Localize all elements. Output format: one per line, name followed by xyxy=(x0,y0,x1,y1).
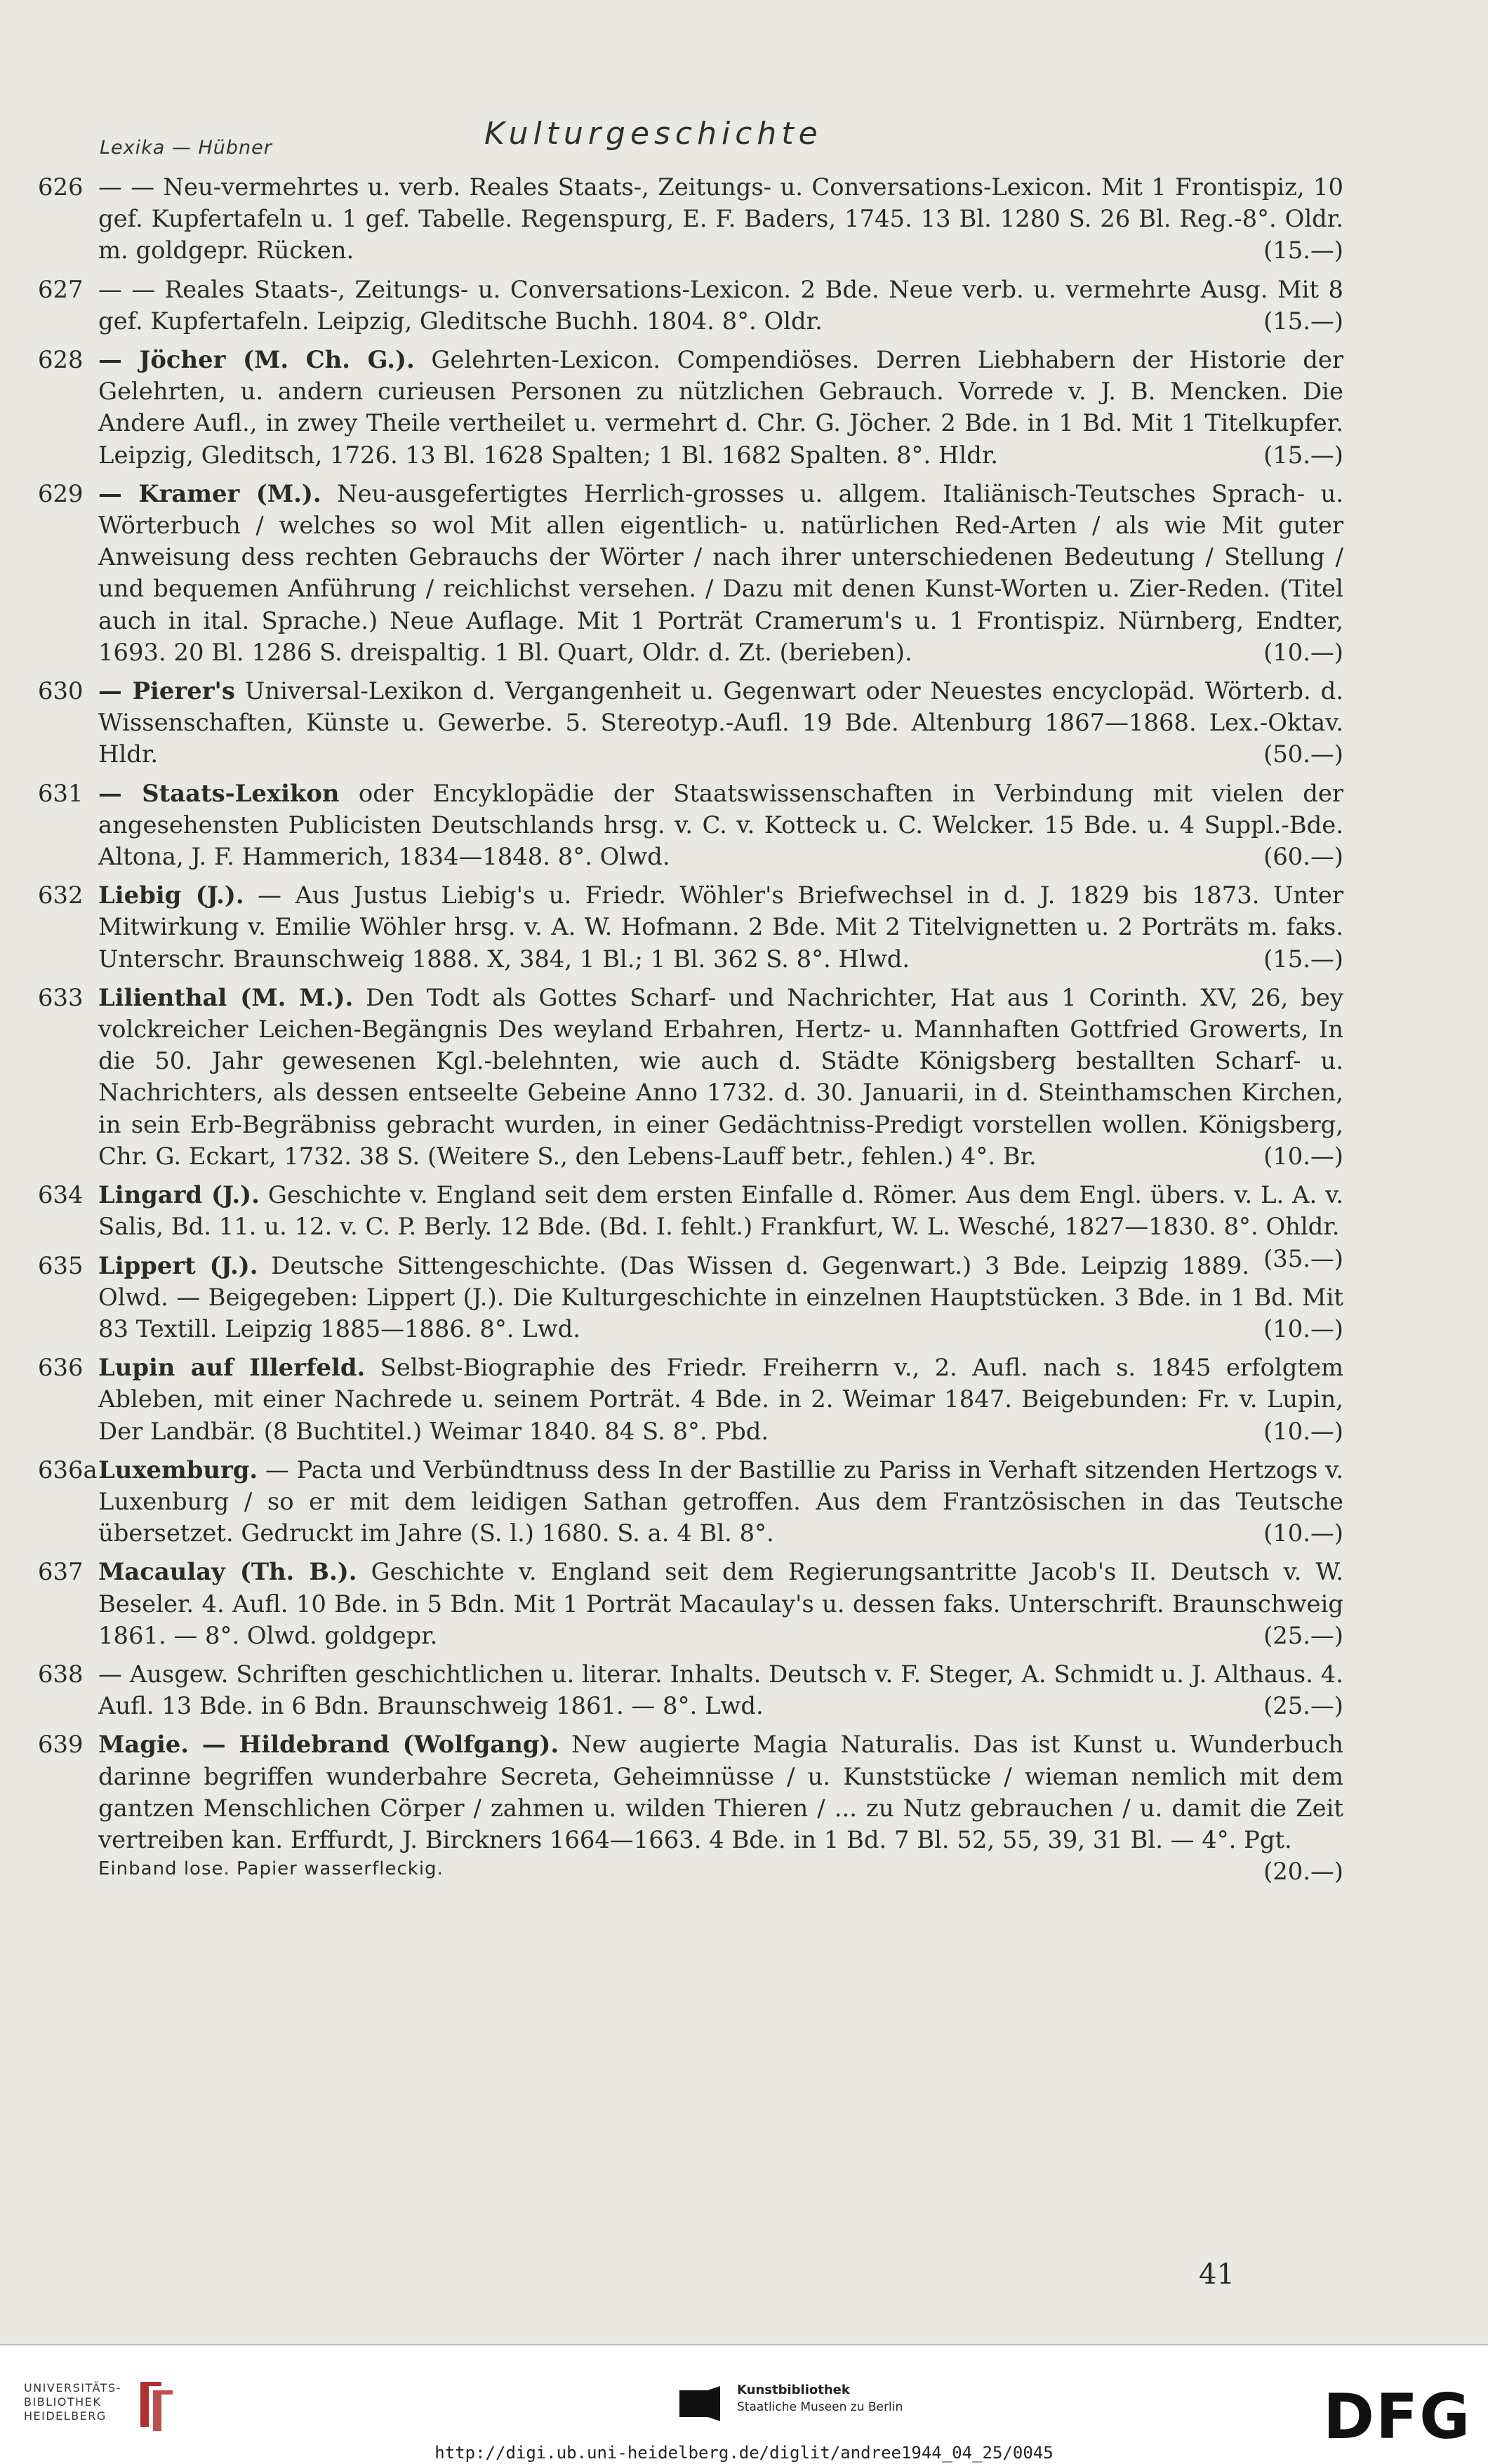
entry-price: (15.—) xyxy=(1263,441,1343,469)
entry-author: — Staats-Lexikon xyxy=(98,778,340,807)
entry-price: (15.—) xyxy=(1263,945,1343,973)
entry-price: (10.—) xyxy=(1263,1142,1343,1170)
entry-description: Den Todt als Gottes Scharf- und Nachrichter, Hat aus 1 Corinth. XV, 26, bey volckreicher Leichen-Begängnis Des weyland Erbahren, Hertz- u. Mannhaften Gottfried Growerts, In die 50. Jahr gewesenen Kgl.-belehnten, wie auch d. Städte Königsberg bestallten Scharf- u. Nachrichters, als dessen entseelte Gebeine Anno 1732. d. 30. Januarii, in d. Steinthamschen Kirchen, in sein Erb-Begräbniss gebracht wurden, in einer Gedächtniss-Predigt vorstellen wollen. Königsberg, Chr. G. Eckart, 1732. 38 S. (Weitere S., den Lebens-Lauff betr., fehlen.) 4°. Br. xyxy=(98,983,1343,1170)
catalog-entry xyxy=(38,982,1343,1172)
catalog-entry xyxy=(38,778,1343,873)
catalog-entry xyxy=(38,1352,1343,1447)
entry-description: Deutsche Sittengeschichte. (Das Wissen d. Gegenwart.) 3 Bde. Leipzig 1889. Olwd. — Beigegeben: Lippert (J.). Die Kulturgeschichte in einzelnen Hauptstücken. 3 Bde. in 1 Bd. Mit 83 Textill. Leipzig 1885—1886. 8°. Lwd. xyxy=(98,1251,1343,1343)
catalog-entry xyxy=(38,879,1343,975)
catalog-entry xyxy=(38,478,1343,668)
entry-author: Lippert (J.). xyxy=(98,1251,258,1279)
entry-price: (10.—) xyxy=(1263,1417,1343,1445)
entry-author: Magie. — Hildebrand (Wolfgang). xyxy=(98,1730,559,1759)
entry-price: (15.—) xyxy=(1263,307,1343,335)
entry-number: 632 xyxy=(38,881,84,910)
entry-number: 636a xyxy=(38,1456,98,1484)
entry-description: oder Encyklopädie der Staatswissenschaften in Verbindung mit vielen der angesehensten Publicisten Deutschlands hrsg. v. C. v. Kotteck u. C. Welcker. 15 Bde. u. 4 Suppl.-Bde. Altona, J. F. Hammerich, 1834—1848. 8°. Olwd. xyxy=(98,779,1343,871)
entry-number: 627 xyxy=(38,275,84,303)
entry-price: (10.—) xyxy=(1263,1314,1343,1343)
entry-description: — — Neu-vermehrtes u. verb. Reales Staats-, Zeitungs- u. Conversations-Lexicon. Mit 1 Frontispiz, 10 gef. Kupfertafeln u. 1 gef. Tabelle. Regenspurg, E. F. Baders, 1745. 13 Bl. 1280 S. 26 Bl. Reg.-8°. Oldr. m. goldgepr. Rücken. xyxy=(98,173,1343,265)
entry-note: Einband lose. Papier wasserfleckig. xyxy=(98,1858,444,1880)
section-left-header: Lexika — Hübner xyxy=(100,137,272,159)
entry-author: Macaulay (Th. B.). xyxy=(98,1557,357,1586)
catalog-entry xyxy=(38,1658,1343,1722)
entry-description: — Pacta und Verbündtnuss dess In der Bastillie zu Pariss in Verhaft sitzenden Hertzogs v. Luxenburg / so er mit dem leidigen Sathan getroffen. Aus dem Frantzösischen in das Teutsche übersetzet. Gedruckt im Jahre (S. l.) 1680. S. a. 4 Bl. 8°. xyxy=(98,1456,1343,1547)
entry-description: — Aus Justus Liebig's u. Friedr. Wöhler's Briefwechsel in d. J. 1829 bis 1873. Unter Mitwirkung v. Emilie Wöhler hrsg. v. A. W. Hofmann. 2 Bde. Mit 2 Titelvignetten u. 2 Porträts m. faks. Unterschr. Braunschweig 1888. X, 384, 1 Bl.; 1 Bl. 362 S. 8°. Hlwd. xyxy=(98,881,1343,973)
entry-description: — Ausgew. Schriften geschichtlichen u. literar. Inhalts. Deutsch v. F. Steger, A. Schmidt u. J. Althaus. 4. Aufl. 13 Bde. in 6 Bdn. Braunschweig 1861. — 8°. Lwd. xyxy=(98,1660,1343,1720)
entry-author: Lingard (J.). xyxy=(98,1180,260,1209)
entry-author: Liebig (J.). xyxy=(98,881,244,910)
entry-price: (10.—) xyxy=(1263,638,1343,666)
catalog-entry xyxy=(38,1556,1343,1651)
entry-description: Gelehrten-Lexicon. Compendiöses. Derren Liebhabern der Historie der Gelehrten, u. andern curieusen Personen zu nützlichen Gebrauch. Vorrede v. J. B. Mencken. Die Andere Aufl., in zwey Theile vertheilet u. vermehrt d. Chr. G. Jöcher. 2 Bde. in 1 Bd. Mit 1 Titelkupfer. Leipzig, Gleditsch, 1726. 13 Bl. 1628 Spalten; 1 Bl. 1682 Spalten. 8°. Hldr. xyxy=(98,346,1343,469)
catalog-entry xyxy=(38,274,1343,337)
entry-number: 633 xyxy=(38,983,84,1011)
entry-author: — Jöcher (M. Ch. G.). xyxy=(98,345,415,374)
uni-heidelberg-label: UNIVERSITÄTS- BIBLIOTHEK HEIDELBERG xyxy=(24,2381,121,2423)
catalog-entry xyxy=(38,1250,1343,1345)
entry-price: (25.—) xyxy=(1263,1621,1343,1649)
entry-description: Geschichte v. England seit dem Regierungsantritte Jacob's II. Deutsch v. W. Beseler. 4. Aufl. 10 Bde. in 5 Bdn. Mit 1 Porträt Macaulay's u. dessen faks. Unterschrift. Braunschweig 1861. — 8°. Olwd. goldgepr. xyxy=(98,1558,1343,1649)
entry-price: (15.—) xyxy=(1263,237,1343,265)
entry-price: (60.—) xyxy=(1263,843,1343,871)
footer-bar xyxy=(0,2344,1488,2464)
entry-number: 639 xyxy=(38,1731,84,1759)
catalog-entry xyxy=(38,675,1343,771)
entry-description: Universal-Lexikon d. Vergangenheit u. Gegenwart oder Neuestes encyclopäd. Wörterb. d. Wissenschaften, Künste u. Gewerbe. 5. Stereotyp.-Aufl. 19 Bde. Altenburg 1867—1868. Lex.-Oktav. Hldr. xyxy=(98,677,1343,768)
entry-number: 630 xyxy=(38,677,84,705)
entry-number: 635 xyxy=(38,1251,84,1279)
entry-description: New augierte Magia Naturalis. Das ist Kunst u. Wunderbuch darinne begriffen wunderbahre Secreta, Geheimnüsse / u. Kunststücke / wieman nemlich mit dem gantzen Menschlichen Cörper / zahmen u. wilden Thieren / ... zu Nutz gebrauchen / u. damit die Zeit vertreiben kan. Erffurdt, J. Birckners 1664—1663. 4 Bde. in 1 Bd. 7 Bl. 52, 55, 39, 31 Bl. — 4°. Pgt. xyxy=(98,1731,1344,1853)
catalog-entry xyxy=(38,344,1343,471)
page-number: 41 xyxy=(1199,2258,1235,2291)
entry-description: Geschichte v. England seit dem ersten Einfalle d. Römer. Aus dem Engl. übers. v. L. A. v. Salis, Bd. 11. u. 12. v. C. P. Berly. 12 Bde. (Bd. I. fehlt.) Frankfurt, W. L. Wesché, 1827—1830. 8°. Ohldr. xyxy=(98,1181,1343,1241)
dfg-logo: DFG xyxy=(1323,2380,1472,2453)
entry-number: 626 xyxy=(38,173,84,201)
source-url[interactable]: http://digi.ub.uni-heidelberg.de/diglit/andree1944_04_25/0045 xyxy=(434,2443,1054,2463)
entry-price: (35.—) xyxy=(1263,1244,1343,1272)
entry-number: 636 xyxy=(38,1354,84,1382)
kunstbibliothek-logo-icon xyxy=(679,2386,720,2421)
footer-divider xyxy=(0,2344,1488,2345)
entry-author: — Pierer's xyxy=(98,677,235,705)
entry-number: 637 xyxy=(38,1558,84,1586)
entry-price: (25.—) xyxy=(1263,1692,1343,1720)
kunstbibliothek-label: Kunstbibliothek Staatliche Museen zu Berlin xyxy=(737,2383,903,2414)
entry-author: Lilienthal (M. M.). xyxy=(98,983,354,1011)
entry-author: — Kramer (M.). xyxy=(98,479,321,507)
entry-author: Lupin auf Illerfeld. xyxy=(98,1353,366,1382)
entry-number: 631 xyxy=(38,779,84,807)
entry-description: Neu-ausgefertigtes Herrlich-grosses u. allgem. Italiänisch-Teutsches Sprach- u. Wörterbuch / welches so wol Mit allen eigentlich- u. natürlichen Red-Arten / als wie Mit guter Anweisung dess rechten Gebrauchs der Wörter / nach ihrer unterschiedenen Bedeutung / Stellung / und bequemen Anführung / reichlichst versehen. / Dazu mit denen Kunst-Worten u. Zier-Reden. (Titel auch in ital. Sprache.) Neue Auflage. Mit 1 Porträt Cramerum's u. 1 Frontispiz. Nürnberg, Endter, 1693. 20 Bl. 1286 S. dreispaltig. 1 Bl. Quart, Oldr. d. Zt. (berieben). xyxy=(98,479,1343,666)
catalog-entry xyxy=(38,1454,1343,1550)
entry-price: (50.—) xyxy=(1263,740,1343,768)
entry-description: — — Reales Staats-, Zeitungs- u. Conversations-Lexicon. 2 Bde. Neue verb. u. vermehrte Ausg. Mit 8 gef. Kupfertafeln. Leipzig, Gleditsche Buchh. 1804. 8°. Oldr. xyxy=(98,275,1343,335)
entry-price: (10.—) xyxy=(1263,1519,1343,1547)
entry-number: 628 xyxy=(38,346,84,374)
entry-author: Luxemburg. xyxy=(98,1455,258,1484)
entry-list xyxy=(38,171,1343,1887)
entry-price: (20.—) xyxy=(1263,1858,1343,1886)
uni-heidelberg-logo-icon xyxy=(133,2376,178,2432)
section-title: Kulturgeschichte xyxy=(484,116,823,152)
entry-number: 629 xyxy=(38,479,84,507)
entry-number: 638 xyxy=(38,1660,84,1688)
entry-description: Selbst-Biographie des Friedr. Freiherrn v., 2. Aufl. nach s. 1845 erfolgtem Ableben, mit einer Nachrede u. seinem Porträt. 4 Bde. in 2. Weimar 1847. Beigebunden: Fr. v. Lupin, Der Landbär. (8 Buchtitel.) Weimar 1840. 84 S. 8°. Pbd. xyxy=(98,1354,1344,1445)
entry-number: 634 xyxy=(38,1181,84,1209)
catalog-entry xyxy=(38,171,1343,267)
